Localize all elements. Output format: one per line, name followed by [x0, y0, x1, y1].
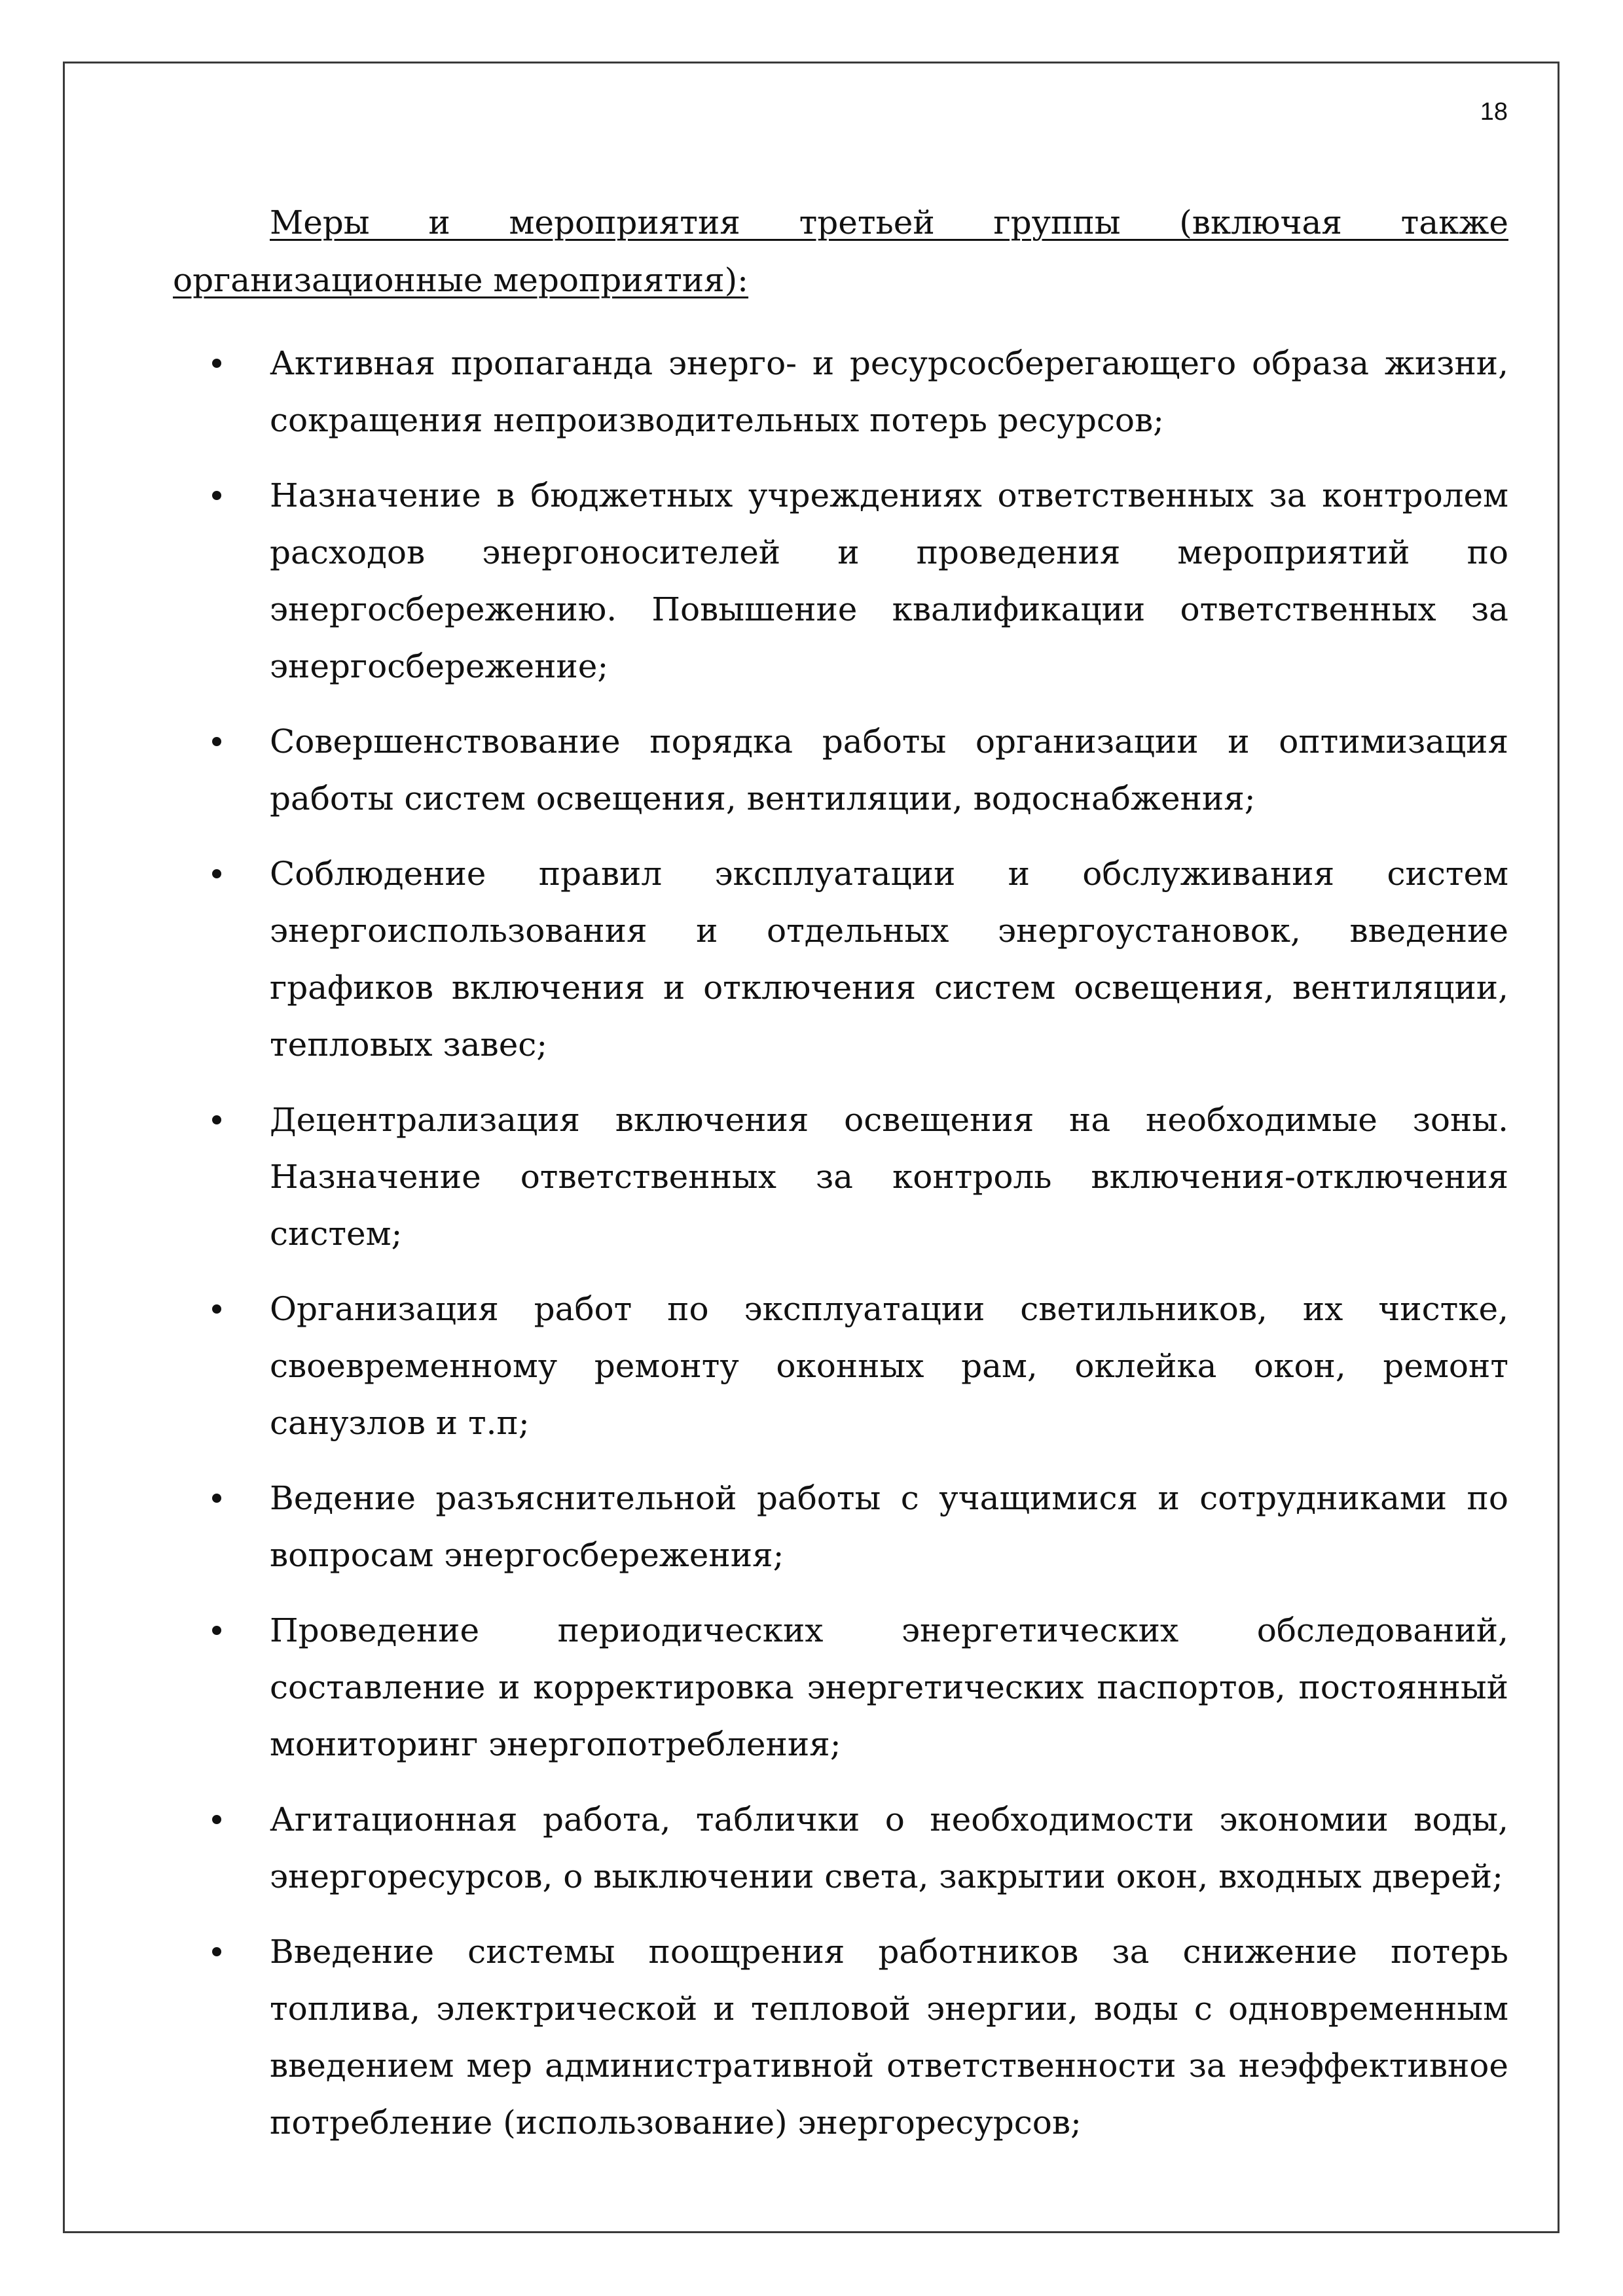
list-item-text: Агитационная работа, таблички о необходимости экономии воды, энергоресурсов, о выключении света, закрытии окон, входных дверей;: [270, 1801, 1508, 1895]
list-item-text: Ведение разъяснительной работы с учащимися и сотрудниками по вопросам энергосбережения;: [270, 1479, 1508, 1574]
bullet-icon: [212, 359, 221, 368]
list-item: [173, 713, 1508, 827]
list-item-text: Активная пропаганда энерго- и ресурсосберегающего образа жизни, сокращения непроизводительных потерь ресурсов;: [270, 344, 1508, 439]
list-item: [173, 1470, 1508, 1584]
bullet-icon: [212, 869, 221, 878]
list-item-text: Проведение периодических энергетических обследований, составление и корректировка энергетических паспортов, постоянный мониторинг энергопотребления;: [270, 1611, 1508, 1763]
page-number: 18: [1480, 98, 1508, 126]
bullet-icon: [212, 1626, 221, 1635]
list-item: [173, 846, 1508, 1073]
list-item-text: Организация работ по эксплуатации светильников, их чистке, своевременному ремонту оконных рам, оклейка окон, ремонт санузлов и т.п;: [270, 1290, 1508, 1442]
list-item-text: Введение системы поощрения работников за снижение потерь топлива, электрической и тепловой энергии, воды с одновременным введением мер административной ответственности за неэффективное потребление (использование) энергоресурсов;: [270, 1933, 1508, 2142]
list-item: [173, 1924, 1508, 2151]
bullet-icon: [212, 1115, 221, 1124]
bullet-icon: [212, 491, 221, 500]
bullet-icon: [212, 737, 221, 746]
list-item: [173, 335, 1508, 449]
document-body: [173, 194, 1508, 2170]
measures-list: [173, 335, 1508, 2151]
list-item: [173, 467, 1508, 695]
list-item-text: Соблюдение правил эксплуатации и обслуживания систем энергоиспользования и отдельных энергоустановок, введение графиков включения и отключения систем освещения, вентиляции, тепловых завес;: [270, 855, 1508, 1064]
bullet-icon: [212, 1815, 221, 1824]
list-item: [173, 1281, 1508, 1452]
list-item-text: Децентрализация включения освещения на необходимые зоны. Назначение ответственных за контроль включения-отключения систем;: [270, 1101, 1508, 1253]
section-heading: [173, 194, 1508, 309]
bullet-icon: [212, 1947, 221, 1956]
list-item-text: Назначение в бюджетных учреждениях ответственных за контролем расходов энергоносителей и проведения мероприятий по энергосбережению. Повышение квалификации ответственных за энергосбережение;: [270, 476, 1508, 685]
list-item: [173, 1092, 1508, 1263]
list-item: [173, 1602, 1508, 1773]
bullet-icon: [212, 1304, 221, 1314]
list-item: [173, 1791, 1508, 1905]
bullet-icon: [212, 1494, 221, 1503]
section-heading-text: Меры и мероприятия третьей группы (включая также организационные мероприятия):: [173, 204, 1508, 299]
list-item-text: Совершенствование порядка работы организации и оптимизация работы систем освещения, вентиляции, водоснабжения;: [270, 723, 1508, 817]
